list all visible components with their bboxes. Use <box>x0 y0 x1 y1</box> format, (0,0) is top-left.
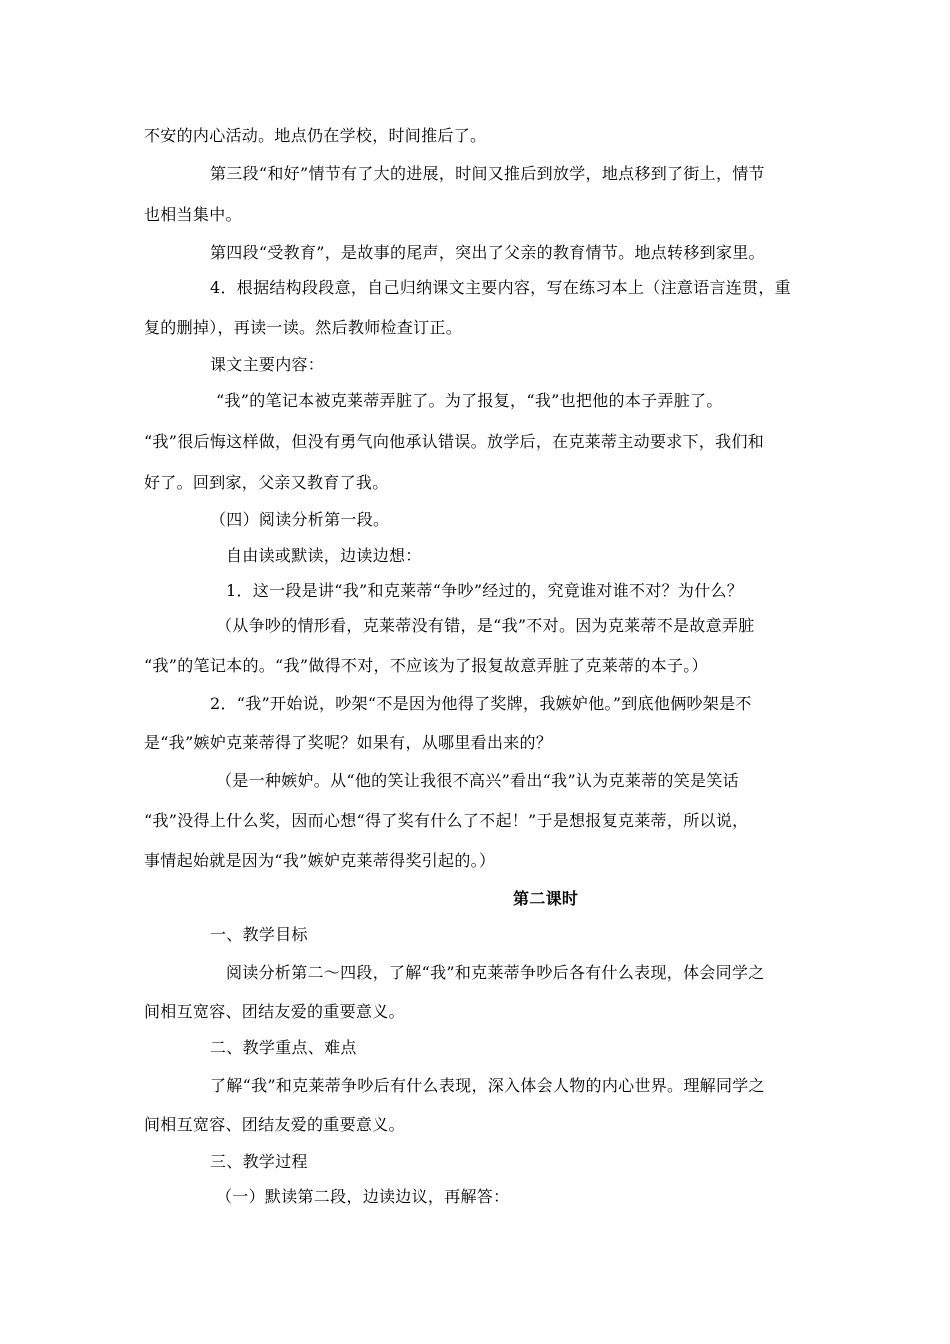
text-line: 三、教学过程 <box>210 1152 308 1171</box>
text-line: 好了。回到家，父亲又教育了我。 <box>144 473 389 492</box>
text-line: （是一种嫉妒。从“他的笑让我很不高兴”看出“我”认为克莱蒂的笑是笑话 <box>216 771 739 790</box>
text-line: 了解“我”和克莱蒂争吵后有什么表现，深入体会人物的内心世界。理解同学之 <box>210 1076 765 1095</box>
text-line: 第四段“受教育”，是故事的尾声，突出了父亲的教育情节。地点转移到家里。 <box>210 243 765 262</box>
text-line: 也相当集中。 <box>144 205 242 224</box>
text-line: 间相互宽容、团结友爱的重要意义。 <box>144 1002 405 1021</box>
text-line: “我”很后悔这样做，但没有勇气向他承认错误。放学后，在克莱蒂主动要求下，我们和 <box>144 432 765 451</box>
text-line: “我”的笔记本被克莱蒂弄脏了。为了报复，“我”也把他的本子弄脏了。 <box>216 391 723 410</box>
text-line: （四）阅读分析第一段。 <box>210 510 390 529</box>
text-line: 自由读或默读，边读边想： <box>226 546 422 565</box>
section-title: 第二课时 <box>513 889 579 908</box>
text-line: 阅读分析第二～四段，了解“我”和克莱蒂争吵后各有什么表现，体会同学之 <box>226 963 765 982</box>
text-line: 二、教学重点、难点 <box>210 1038 357 1057</box>
text-line: 4．根据结构段段意，自己归纳课文主要内容，写在练习本上（注意语言连贯，重 <box>210 278 791 297</box>
text-line: 是“我”嫉妒克莱蒂得了奖呢？如果有，从哪里看出来的？ <box>144 733 553 752</box>
text-line: 不安的内心活动。地点仍在学校，时间推后了。 <box>144 126 487 145</box>
text-line: 事情起始就是因为“我”嫉妒克莱蒂得奖引起的。） <box>144 851 496 870</box>
text-line: “我”没得上什么奖，因而心想“得了奖有什么了不起！”于是想报复克莱蒂，所以说， <box>144 811 749 830</box>
text-line: 第三段“和好”情节有了大的进展，时间又推后到放学，地点移到了街上，情节 <box>210 164 765 183</box>
text-line: 复的删掉），再读一读。然后教师检查订正。 <box>144 318 463 337</box>
text-line: 1．这一段是讲“我”和克莱蒂“争吵”经过的，究竟谁对谁不对？为什么？ <box>226 581 744 600</box>
text-line: 2．“我”开始说，吵架“不是因为他得了奖牌，我嫉妒他。”到底他俩吵架是不 <box>210 694 752 713</box>
text-line: 间相互宽容、团结友爱的重要意义。 <box>144 1115 405 1134</box>
text-line: （一）默读第二段，边读边议，再解答： <box>216 1187 510 1206</box>
text-line: （从争吵的情形看，克莱蒂没有错，是“我”不对。因为克莱蒂不是故意弄脏 <box>216 616 755 635</box>
text-line: 一、教学目标 <box>210 925 308 944</box>
text-line: “我”的笔记本的。“我”做得不对，不应该为了报复故意弄脏了克莱蒂的本子。） <box>144 656 708 675</box>
text-line: 课文主要内容： <box>210 355 325 374</box>
